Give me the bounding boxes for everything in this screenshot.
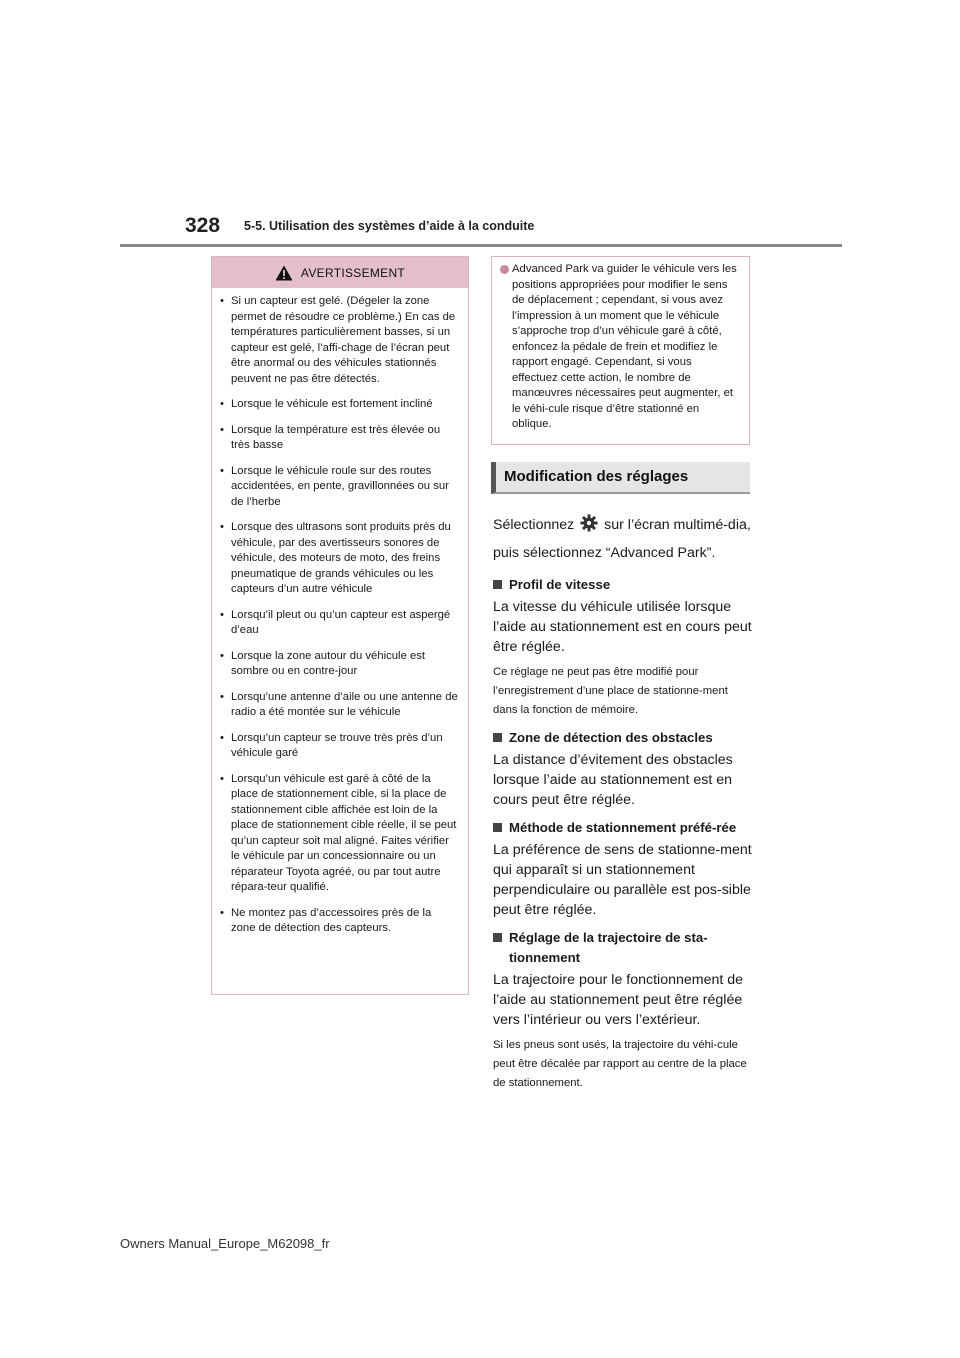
note-item xyxy=(500,262,739,433)
modification-heading xyxy=(491,462,750,494)
obstacle-zone-body: La distance d’évitement des obstacles lorsque l’aide au stationnement est en cours peut être réglée. xyxy=(493,752,733,808)
footer-text: Owners Manual_Europe_M62098_fr xyxy=(120,1236,330,1251)
modification-heading-text: Modification des réglages xyxy=(504,468,689,485)
note-box xyxy=(491,256,750,445)
page-number: 328 xyxy=(185,214,221,237)
warning-item: • Lorsque la zone autour du véhicule est sombre ou en contre-jour xyxy=(220,649,458,680)
intro-before: Sélectionnez xyxy=(493,517,575,533)
parking-method-body: La préférence de sens de stationne-ment qui apparaît si un stationnement perpendiculaire ou parallèle est pos-sible peut être réglée. xyxy=(493,842,752,918)
section-title: 5-5. Utilisation des systèmes d’aide à la conduite xyxy=(244,219,535,233)
intro-after: sur l’écran multimé-dia, puis sélectionnez “Advanced Park”. xyxy=(493,517,751,561)
parking-method-heading: Méthode de stationnement préfé-rée xyxy=(493,818,755,838)
warning-list xyxy=(212,288,468,937)
warning-title: AVERTISSEMENT xyxy=(300,265,406,280)
warning-item: • Lorsque des ultrasons sont produits près du véhicule, par des avertisseurs sonores de véhicule, des moteurs de moto, des freins pneumatique de grands véhicules ou les capteurs d’un autre véhicule xyxy=(220,520,458,598)
trajectory-body: La trajectoire pour le fonctionnement de l’aide au stationnement peut être réglée vers l’intérieur ou vers l’extérieur. xyxy=(493,972,744,1028)
warning-header xyxy=(212,257,468,288)
note-text: Advanced Park va guider le véhicule vers les positions appropriées pour modifier le sens de déplacement ; cependant, si vous avez l’impression à un moment que le véhicule s’approche trop d’un véhicule garé à côté, enfoncez la pédale de frein et modifiez le rapport engagé. Cependant, si vous effectuez cette action, le nombre de manœuvres nécessaires peut augmenter, et le véhi-cule risque d’être stationné en oblique. xyxy=(512,263,737,430)
speed-profile-body: La vitesse du véhicule utilisée lorsque l’aide au stationnement est en cours peut être réglée. xyxy=(493,599,752,655)
header-divider xyxy=(120,244,842,247)
warning-item: • Lorsqu’un capteur se trouve très près d’un véhicule garé xyxy=(220,731,458,762)
warning-item: • Lorsque la température est très élevée ou très basse xyxy=(220,423,458,454)
trajectory-note: Si les pneus sont usés, la trajectoire du véhi-cule peut être décalée par rapport au centre de la place de stationnement. xyxy=(493,1039,747,1089)
modification-intro xyxy=(493,511,755,567)
warning-item: • Lorsque le véhicule est fortement incliné xyxy=(220,397,458,413)
warning-triangle-icon xyxy=(275,265,293,281)
warning-item: • Lorsque le véhicule roule sur des routes accidentées, en pente, gravillonnées ou sur de l’herbe xyxy=(220,464,458,511)
warning-box xyxy=(211,256,469,995)
warning-item: • Lorsqu’une antenne d’aile ou une antenne de radio a été montée sur le véhicule xyxy=(220,690,458,721)
circle-bullet-icon xyxy=(500,265,509,274)
obstacle-zone-heading: Zone de détection des obstacles xyxy=(493,728,755,748)
trajectory-heading: Réglage de la trajectoire de sta-tionnement xyxy=(493,928,755,968)
modification-content xyxy=(493,511,755,1093)
speed-profile-note: Ce réglage ne peut pas être modifié pour l’enregistrement d’une place de stationne-ment dans la fonction de mémoire. xyxy=(493,666,728,716)
warning-item: • Lorsqu’il pleut ou qu’un capteur est aspergé d’eau xyxy=(220,608,458,639)
warning-item: • Si un capteur est gelé. (Dégeler la zone permet de résoudre ce problème.) En cas de températures particulièrement basses, si un capteur est gelé, l’affi-chage de l’écran peut être anormal ou des véhicules stationnés peuvent ne pas être détectés. xyxy=(220,294,458,387)
speed-profile-heading: Profil de vitesse xyxy=(493,575,755,595)
gear-icon xyxy=(580,514,598,532)
warning-item: • Lorsqu’un véhicule est garé à côté de la place de stationnement cible, si la place de stationnement cible affichée est loin de la place de stationnement cible réelle, il se peut qu’un capteur soit mal aligné. Faites vérifier le véhicule par un concessionnaire ou un réparateur Toyota agréé, ou par tout autre répara-teur qualifié. xyxy=(220,772,458,896)
warning-item: • Ne montez pas d’accessoires près de la zone de détection des capteurs. xyxy=(220,906,458,937)
